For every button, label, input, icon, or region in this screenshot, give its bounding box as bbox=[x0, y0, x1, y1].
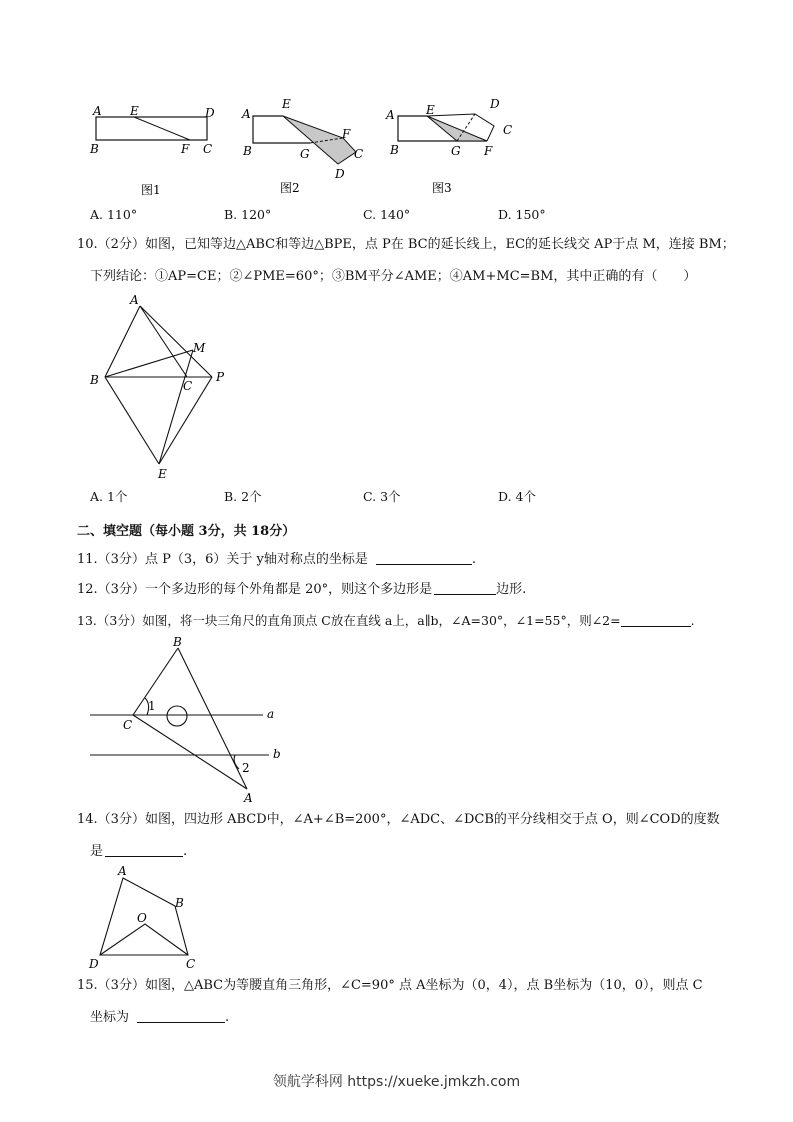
label-E: E bbox=[130, 104, 139, 118]
q11-text bbox=[77, 552, 476, 568]
q14-figure bbox=[85, 862, 210, 974]
label-line-b: b bbox=[273, 747, 281, 761]
label-F: F bbox=[484, 144, 493, 158]
label-M: M bbox=[193, 341, 206, 355]
q15-text-line2 bbox=[90, 1010, 229, 1026]
q9-option-a: A. 110° bbox=[90, 207, 138, 222]
q13-period: . bbox=[690, 613, 695, 628]
label-D: D bbox=[335, 167, 345, 181]
caption-fig2: 图2 bbox=[280, 181, 300, 195]
label-F: F bbox=[181, 142, 190, 156]
q13-answer-blank[interactable] bbox=[621, 614, 691, 627]
q11-stem: 11.（3分）点 P（3，6）关于 y轴对称点的坐标是 bbox=[77, 552, 368, 567]
q10-option-c: C. 3个 bbox=[363, 489, 401, 504]
label-A: A bbox=[93, 104, 102, 118]
label-O: O bbox=[137, 911, 147, 925]
label-B: B bbox=[173, 635, 182, 649]
q13-figure bbox=[85, 632, 300, 807]
label-A: A bbox=[118, 864, 127, 878]
q10-text-line2: 下列结论：①AP=CE；②∠PME=60°；③BM平分∠AME；④AM+MC=BM，其中正确的有（ ） bbox=[90, 269, 697, 284]
label-D: D bbox=[89, 957, 99, 971]
q15-text-line1: 15.（3分）如图，△ABC为等腰直角三角形，∠C=90° 点 A坐标为（0，4），点 B坐标为（10，0），则点 C bbox=[77, 978, 703, 993]
q14-text-line1: 14.（3分）如图，四边形 ABCD中，∠A+∠B=200°，∠ADC、∠DCB的平分线相交于点 O，则∠COD的度数 bbox=[77, 812, 720, 827]
q12-text bbox=[77, 582, 526, 598]
q9-figure-1 bbox=[85, 100, 225, 200]
q13-stem: 13.（3分）如图，将一块三角尺的直角顶点 C放在直线 a上，a∥b，∠A=30°，∠1=55°，则∠2= bbox=[77, 613, 621, 628]
q9-option-c: C. 140° bbox=[363, 207, 411, 222]
label-A: A bbox=[242, 107, 251, 121]
label-E: E bbox=[282, 97, 291, 111]
q11-period: . bbox=[471, 552, 476, 567]
q9-figure-2 bbox=[238, 96, 368, 196]
q9-option-b: B. 120° bbox=[224, 207, 272, 222]
label-B: B bbox=[175, 896, 184, 910]
q12-answer-blank[interactable] bbox=[434, 582, 496, 595]
q9-option-d: D. 150° bbox=[498, 207, 546, 222]
label-B: B bbox=[243, 144, 252, 158]
label-C: C bbox=[186, 957, 196, 971]
label-E: E bbox=[158, 467, 167, 481]
label-G: G bbox=[300, 147, 310, 161]
label-P: P bbox=[216, 370, 225, 384]
label-D: D bbox=[205, 106, 215, 120]
q14-period: . bbox=[183, 844, 188, 859]
label-A: A bbox=[244, 791, 253, 805]
caption-fig3: 图3 bbox=[432, 181, 452, 195]
q14-stem: 是 bbox=[90, 844, 104, 859]
q15-period: . bbox=[225, 1010, 230, 1025]
label-C: C bbox=[503, 123, 512, 137]
q11-answer-blank[interactable] bbox=[376, 552, 472, 565]
q13-text bbox=[77, 613, 695, 629]
label-A: A bbox=[386, 108, 395, 122]
label-C: C bbox=[203, 142, 213, 156]
q12-tail: 边形. bbox=[496, 582, 527, 597]
caption-fig1: 图1 bbox=[141, 183, 161, 197]
label-C: C bbox=[354, 147, 364, 161]
q10-option-b: B. 2个 bbox=[224, 489, 262, 504]
q15-answer-blank[interactable] bbox=[137, 1010, 225, 1023]
label-angle-2: 2 bbox=[242, 761, 250, 775]
q15-stem: 坐标为 bbox=[90, 1010, 130, 1025]
label-G: G bbox=[451, 144, 461, 158]
q14-answer-blank[interactable] bbox=[105, 844, 183, 857]
label-A: A bbox=[130, 293, 139, 307]
label-B: B bbox=[90, 373, 99, 387]
q14-text-line2 bbox=[90, 844, 187, 860]
label-line-a: a bbox=[267, 707, 275, 721]
label-F: F bbox=[342, 127, 351, 141]
label-angle-1: 1 bbox=[148, 699, 156, 713]
q12-stem: 12.（3分）一个多边形的每个外角都是 20°，则这个多边形是 bbox=[77, 582, 433, 597]
label-C: C bbox=[123, 718, 133, 732]
q10-option-d: D. 4个 bbox=[498, 489, 536, 504]
label-B: B bbox=[390, 143, 399, 157]
label-D: D bbox=[490, 97, 500, 111]
label-E: E bbox=[426, 103, 435, 117]
q10-text-line1: 10.（2分）如图，已知等边△ABC和等边△BPE，点 P在 BC的延长线上，EC的延长线交 AP于点 M，连接 BM； bbox=[77, 237, 735, 252]
label-C: C bbox=[183, 379, 193, 393]
footer-watermark: 领航学科网 https://xueke.jmkzh.com bbox=[272, 1074, 521, 1090]
q10-figure bbox=[85, 292, 245, 487]
q9-figure-3 bbox=[382, 94, 512, 196]
q10-option-a: A. 1个 bbox=[90, 489, 128, 504]
section-title: 二、填空题（每小题 3分，共 18分） bbox=[77, 524, 296, 539]
label-B: B bbox=[90, 142, 99, 156]
